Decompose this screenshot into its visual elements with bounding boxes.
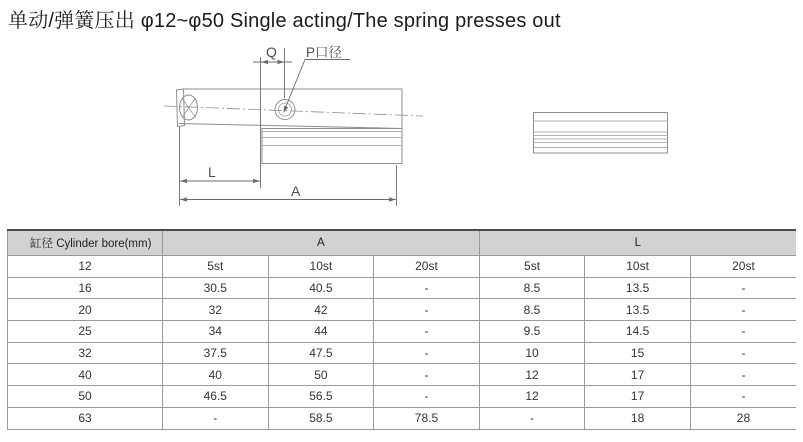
- value-cell: 14.5: [585, 321, 691, 343]
- col-header-l: L: [479, 230, 796, 256]
- value-cell: -: [690, 277, 796, 299]
- a-label: A: [291, 183, 301, 199]
- table-row: [8, 386, 797, 408]
- value-cell: 10st: [268, 256, 374, 278]
- value-cell: -: [690, 299, 796, 321]
- value-cell: -: [163, 407, 269, 429]
- dimension-l: [180, 127, 261, 206]
- value-cell: 5st: [163, 256, 269, 278]
- value-cell: 17: [585, 364, 691, 386]
- page-title: 单动/弹簧压出 φ12~φ50 Single acting/The spring presses out: [8, 10, 561, 32]
- table-body: [8, 256, 797, 430]
- table-row: [8, 407, 797, 429]
- table-header-row: [8, 230, 797, 256]
- value-cell: 20st: [374, 256, 480, 278]
- table-row: [8, 256, 797, 278]
- cylinder-side-view: [164, 89, 423, 164]
- bore-cell: 40: [8, 364, 163, 386]
- value-cell: -: [374, 277, 480, 299]
- value-cell: 13.5: [585, 299, 691, 321]
- value-cell: -: [374, 321, 480, 343]
- port-label: [284, 45, 351, 113]
- cylinder-lower-block: [262, 129, 402, 164]
- value-cell: 15: [585, 342, 691, 364]
- value-cell: 32: [163, 299, 269, 321]
- value-cell: -: [374, 342, 480, 364]
- bore-cell: 20: [8, 299, 163, 321]
- value-cell: 13.5: [585, 277, 691, 299]
- table-row: [8, 342, 797, 364]
- value-cell: -: [479, 407, 585, 429]
- value-cell: 78.5: [374, 407, 480, 429]
- value-cell: 42: [268, 299, 374, 321]
- value-cell: -: [374, 364, 480, 386]
- value-cell: 10: [479, 342, 585, 364]
- value-cell: 20st: [690, 256, 796, 278]
- bore-cell: 25: [8, 321, 163, 343]
- value-cell: 9.5: [479, 321, 585, 343]
- value-cell: 28: [690, 407, 796, 429]
- value-cell: 5st: [479, 256, 585, 278]
- value-cell: -: [690, 364, 796, 386]
- value-cell: -: [690, 342, 796, 364]
- p-port-label: P口径: [306, 45, 343, 60]
- value-cell: 12: [479, 386, 585, 408]
- cylinder-profile-view: [534, 113, 668, 154]
- dimension-table: [7, 229, 796, 430]
- value-cell: 56.5: [268, 386, 374, 408]
- table-row: [8, 299, 797, 321]
- value-cell: -: [374, 386, 480, 408]
- value-cell: 58.5: [268, 407, 374, 429]
- value-cell: 8.5: [479, 299, 585, 321]
- value-cell: 12: [479, 364, 585, 386]
- value-cell: 40: [163, 364, 269, 386]
- value-cell: 18: [585, 407, 691, 429]
- bore-cell: 63: [8, 407, 163, 429]
- value-cell: 30.5: [163, 277, 269, 299]
- bore-cell: 16: [8, 277, 163, 299]
- value-cell: -: [690, 386, 796, 408]
- value-cell: 8.5: [479, 277, 585, 299]
- col-header-bore: 缸径 Cylinder bore(mm): [8, 230, 163, 256]
- bore-cell: 12: [8, 256, 163, 278]
- value-cell: 47.5: [268, 342, 374, 364]
- value-cell: 50: [268, 364, 374, 386]
- table-row: [8, 364, 797, 386]
- table-row: [8, 321, 797, 343]
- bore-cell: 32: [8, 342, 163, 364]
- bore-cell: 50: [8, 386, 163, 408]
- value-cell: 37.5: [163, 342, 269, 364]
- value-cell: -: [690, 321, 796, 343]
- value-cell: -: [374, 299, 480, 321]
- value-cell: 10st: [585, 256, 691, 278]
- value-cell: 46.5: [163, 386, 269, 408]
- l-label: L: [208, 164, 216, 180]
- value-cell: 40.5: [268, 277, 374, 299]
- col-header-a: A: [163, 230, 480, 256]
- table-row: [8, 277, 797, 299]
- value-cell: 34: [163, 321, 269, 343]
- value-cell: 17: [585, 386, 691, 408]
- value-cell: 44: [268, 321, 374, 343]
- q-label: Q: [266, 44, 277, 60]
